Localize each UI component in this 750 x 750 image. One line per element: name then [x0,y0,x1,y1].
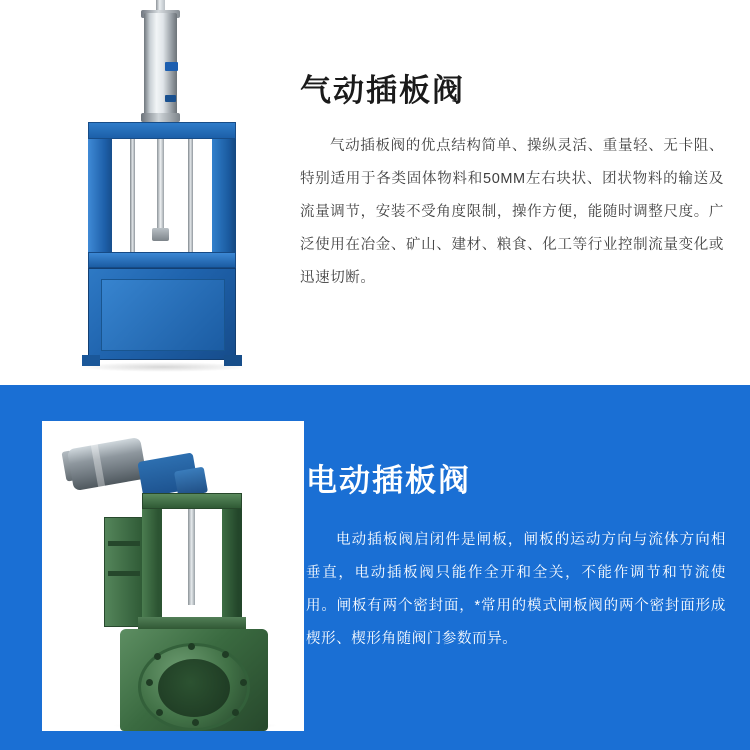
electric-valve-image [42,421,304,731]
electric-body-text: 电动插板阀启闭件是闸板，闸板的运动方向与流体方向相垂直，电动插板阀只能作全开和全关，不能作调节和节流使用。闸板有两个密封面，*常用的模式闸板阀的两个密封面形成楔形、楔形角随阀门参数而异。 [306,532,726,647]
electric-title: 电动插板阀 [306,463,471,498]
valve-stem [157,139,164,231]
electric-valve-illustration [42,421,304,731]
pneumatic-valve-illustration [18,0,284,385]
flange-bolt [146,679,153,686]
foot-right [224,355,242,366]
frame-column-left [142,509,162,617]
flange-bolt [192,719,199,726]
pneumatic-title: 气动插板阀 [300,73,465,108]
air-port-lower [165,95,176,102]
flange-bolt [232,709,239,716]
valve-stem [188,509,195,605]
foot-left [82,355,100,366]
valve-body [88,268,236,360]
flange-bolt [222,651,229,658]
mid-plate [88,252,236,268]
stem-nut [152,228,169,241]
air-port-upper [165,62,178,71]
frame-column-left [88,139,112,264]
housing-rib-upper [108,541,140,546]
flange-bore [158,659,230,717]
electric-motor [67,437,147,491]
yoke-plate [88,122,236,139]
cylinder-bottom-cap [141,113,180,122]
flange-bolt [154,653,161,660]
flange-bolt [240,679,247,686]
frame-column-right [222,509,242,617]
bonnet-plate [142,493,242,509]
guide-rod-left [130,139,135,264]
pneumatic-text-block [300,72,724,295]
guide-rod-right [188,139,193,264]
valve-body-recess [101,279,225,351]
flange-bolt [188,643,195,650]
pneumatic-valve-image [18,0,284,385]
pneumatic-body-text: 气动插板阀的优点结构简单、操纵灵活、重量轻、无卡阻、特别适用于各类固体物料和50MM左右块状、团状物料的输送及流量调节，安装不受角度限制，操作方便，能随时调整尺度。广泛使用在冶金、矿山、建材、粮食、化工等行业控制流量变化或迅速切断。 [300,138,724,286]
frame-column-right [212,139,236,264]
flange-bolt [156,709,163,716]
valve-shadow [78,362,248,372]
housing-rib-lower [108,571,140,576]
electric-text-block [306,462,726,656]
